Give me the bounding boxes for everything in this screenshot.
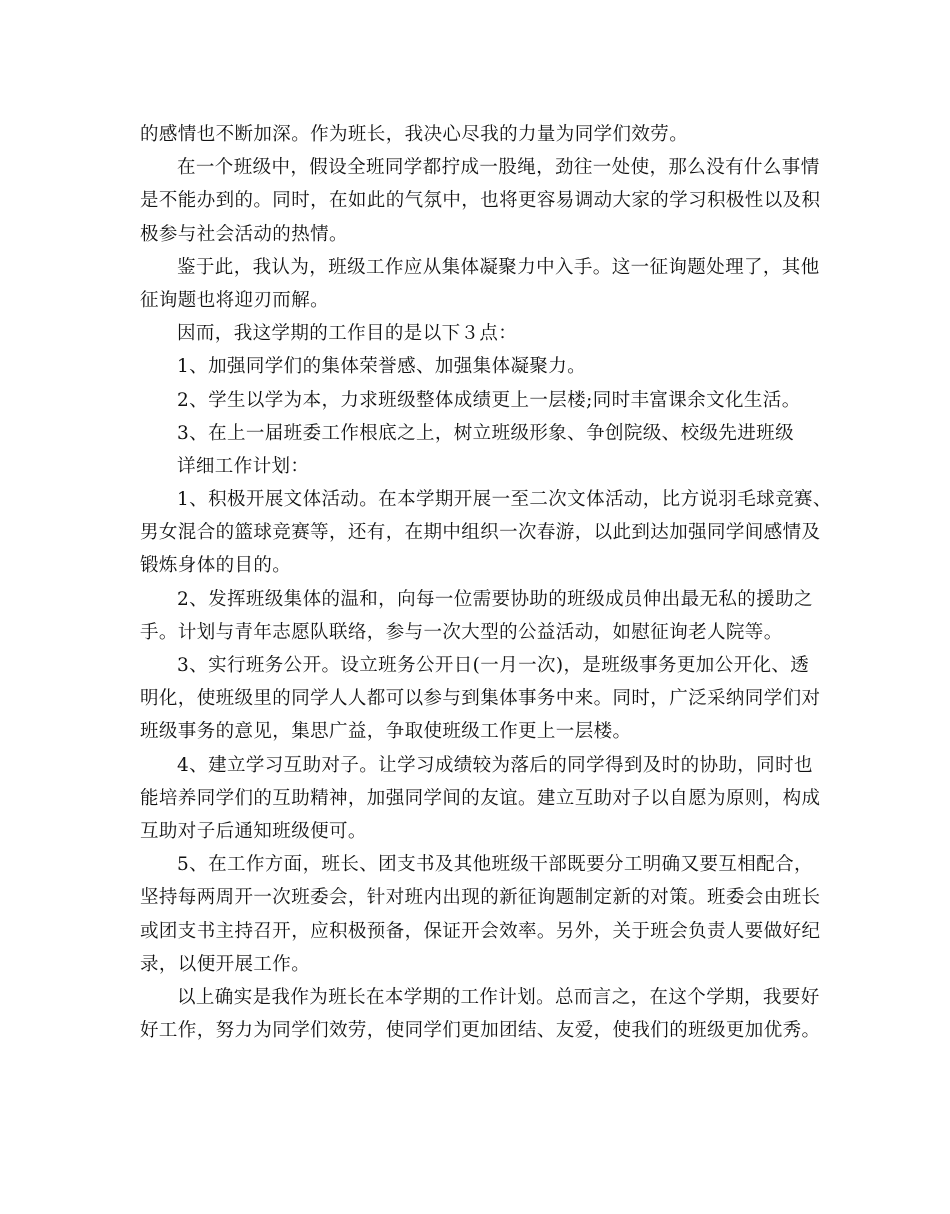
text-line: 锻炼身体的目的。 [140,555,292,577]
text-line: 1、积极开展文体活动。在本学期开展一至二次文体活动，比方说羽毛球竞赛、 [177,489,832,511]
text-line: 2、学生以学为本，力求班级整体成绩更上一层楼;同时丰富课余文化生活。 [177,389,801,411]
text-line: 或团支书主持召开，应积极预备，保证开会效率。另外，关于班会负责人要做好纪 [140,920,821,942]
text-line: 3、实行班务公开。设立班务公开日(一月一次)，是班级事务更加公开化、透 [177,655,810,676]
text-line: 录，以便开展工作。 [140,953,311,975]
text-line: 是不能办到的。同时，在如此的气氛中，也将更容易调动大家的学习积极性以及积 [140,190,821,212]
text-line: 鉴于此，我认为，班级工作应从集体凝聚力中入手。这一征询题处理了，其他 [177,256,820,278]
text-line: 能培养同学们的互助精神，加强同学间的友谊。建立互助对子以自愿为原则，构成 [140,787,821,809]
text-line: 明化，使班级里的同学人人都可以参与到集体事务中来。同时，广泛采纳同学们对 [140,688,821,710]
text-line: 班级事务的意见，集思广益，争取使班级工作更上一层楼。 [140,721,632,743]
text-line: 因而，我这学期的工作目的是以下３点： [177,323,518,345]
text-line: 4、建立学习互助对子。让学习成绩较为落后的同学得到及时的协助，同时也 [177,754,813,776]
document-body [140,118,832,1047]
text-line: 1、加强同学们的集体荣誉感、加强集体凝聚力。 [177,356,587,378]
text-line: 5、在工作方面，班长、团支书及其他班级干部既要分工明确又要互相配合， [177,854,813,876]
text-line: 以上确实是我作为班长在本学期的工作计划。总而言之，在这个学期，我要好 [177,986,820,1008]
text-line: 征询题也将迎刃而解。 [140,289,330,311]
text-line: 3、在上一届班委工作根底之上，树立班级形象、争创院级、校级先进班级 [177,422,794,444]
text-line: 坚持每两周开一次班委会，针对班内出现的新征询题制定新的对策。班委会由班长 [140,887,821,909]
text-line: 2、发挥班级集体的温和，向每一位需要协助的班级成员伸出最无私的援助之 [177,588,813,610]
text-line: 详细工作计划： [177,455,310,477]
text-line: 好工作，努力为同学们效劳，使同学们更加团结、友爱，使我们的班级更加优秀。 [140,1020,821,1042]
text-line: 在一个班级中，假设全班同学都拧成一股绳，劲往一处使，那么没有什么事情 [177,157,820,179]
text-line: 男女混合的篮球竞赛等，还有，在期中组织一次春游，以此到达加强同学间感情及 [140,522,821,544]
text-line: 手。计划与青年志愿队联络，参与一次大型的公益活动，如慰征询老人院等。 [140,621,783,643]
text-line: 互助对子后通知班级便可。 [140,820,367,842]
text-line: 的感情也不断加深。作为班长，我决心尽我的力量为同学们效劳。 [140,124,689,145]
text-line: 极参与社会活动的热情。 [140,223,348,245]
